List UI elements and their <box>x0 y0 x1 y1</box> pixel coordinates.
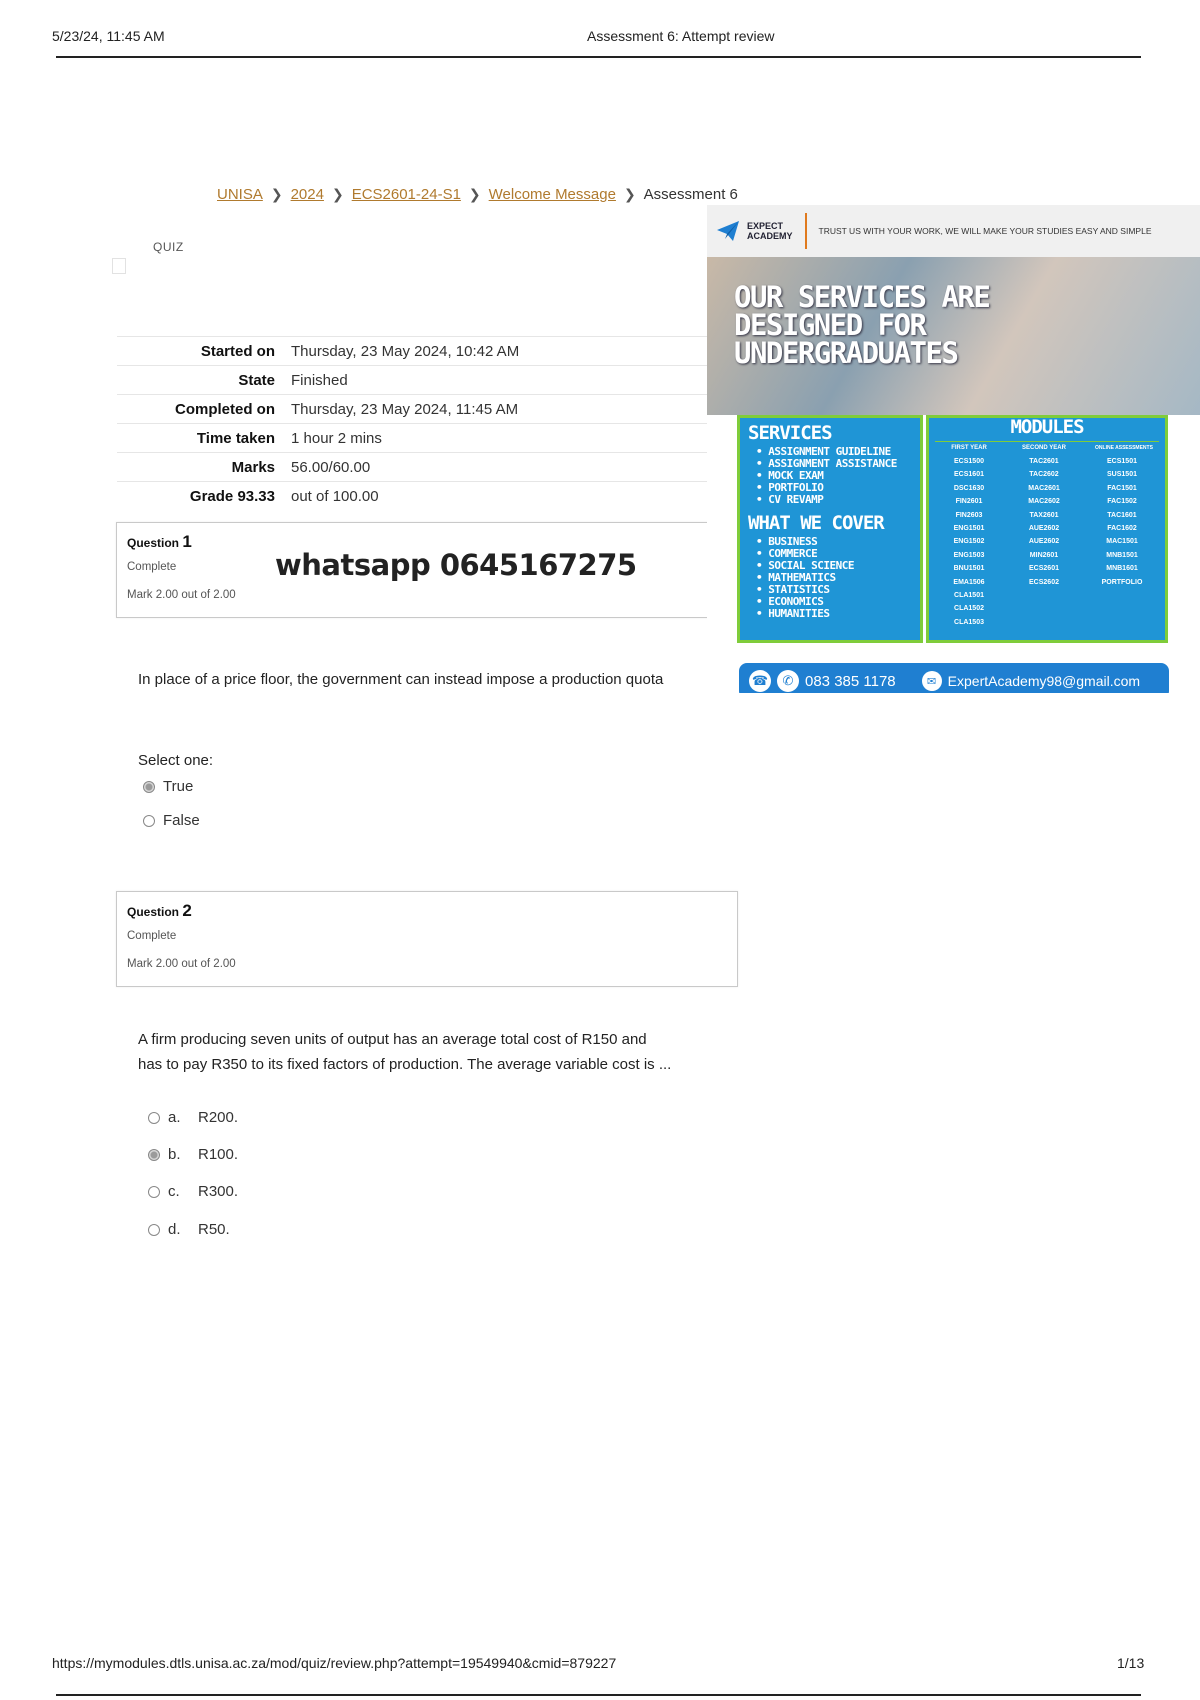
ad-email: ExpertAcademy98@gmail.com <box>947 673 1141 689</box>
ad-module-code: MNB1501 <box>1106 551 1138 559</box>
ad-phone: 083 385 1178 <box>805 672 896 690</box>
footer-divider <box>56 1694 1141 1696</box>
summary-key: Completed on <box>117 395 283 424</box>
ad-module-code: ENG1503 <box>953 551 985 559</box>
summary-row-completed <box>117 395 707 424</box>
ad-module-code: ENG1501 <box>953 525 985 533</box>
question-mark: Mark 2.00 out of 2.00 <box>127 589 236 601</box>
ad-headline-line: OUR SERVICES ARE <box>734 280 990 314</box>
chevron-right-icon: ❯ <box>331 186 344 202</box>
grade-value: 93.33 <box>237 487 275 505</box>
summary-value: 1 hour 2 mins <box>283 424 707 453</box>
ad-headline <box>734 280 990 370</box>
summary-row-started <box>117 337 707 366</box>
answer-option-c[interactable] <box>148 1183 238 1200</box>
radio-icon[interactable] <box>143 815 155 827</box>
ad-cover-item: • STATISTICS <box>756 584 912 596</box>
ad-module-code: FAC1502 <box>1107 498 1137 506</box>
answer-option-b[interactable] <box>148 1146 238 1163</box>
ad-module-code: BNU1501 <box>953 565 985 573</box>
option-label: R200. <box>198 1109 239 1126</box>
ad-module-code: FIN2603 <box>955 511 983 519</box>
print-page-title: Assessment 6: Attempt review <box>587 28 775 44</box>
answer-option-false[interactable] <box>143 812 200 829</box>
ad-contact-bar <box>739 663 1169 693</box>
expect-academy-ad <box>707 205 1200 693</box>
summary-row-state <box>117 366 707 395</box>
ad-module-code: PORTFOLIO <box>1101 578 1143 586</box>
question-2-info <box>116 891 738 987</box>
ad-info-area <box>707 415 1200 693</box>
whatsapp-icon: ✆ <box>777 670 799 692</box>
question-label: Question <box>127 905 180 919</box>
ad-modules-col-3 <box>1087 455 1157 589</box>
phone-icon: ☎ <box>749 670 771 692</box>
summary-value: Thursday, 23 May 2024, 11:45 AM <box>283 395 707 424</box>
ad-module-code: CLA1503 <box>954 618 984 626</box>
summary-key <box>117 482 283 511</box>
ad-service-item: • MOCK EXAM <box>756 470 912 482</box>
summary-row-time <box>117 424 707 453</box>
option-label: R100. <box>198 1146 239 1163</box>
summary-value: Thursday, 23 May 2024, 10:42 AM <box>283 337 707 366</box>
question-number <box>127 532 192 552</box>
ad-service-item: • CV REVAMP <box>756 494 912 506</box>
ad-photo-banner <box>707 257 1200 415</box>
breadcrumb-link-welcome[interactable]: Welcome Message <box>488 186 616 203</box>
question-number-value: 2 <box>182 901 192 920</box>
option-label: R300. <box>198 1183 239 1200</box>
ad-module-code: CLA1501 <box>954 592 984 600</box>
ad-service-item: • ASSIGNMENT ASSISTANCE <box>756 458 912 470</box>
option-letter: d. <box>168 1221 181 1238</box>
ad-module-code: ECS1501 <box>1107 458 1137 465</box>
chevron-right-icon: ❯ <box>468 186 481 202</box>
ad-services-title: SERVICES <box>748 422 832 444</box>
print-datetime: 5/23/24, 11:45 AM <box>52 28 165 44</box>
ad-module-code: SUS1501 <box>1107 471 1137 479</box>
ad-module-code: FAC1602 <box>1107 525 1137 533</box>
ad-module-code: ECS1601 <box>954 471 984 479</box>
ad-modules-panel <box>926 415 1168 643</box>
ad-module-code: ECS1500 <box>954 458 984 465</box>
ad-cover-item: • MATHEMATICS <box>756 572 912 584</box>
ad-modules-title: MODULES <box>1010 416 1084 438</box>
summary-key: Marks <box>117 453 283 482</box>
ad-cover-item: • BUSINESS <box>756 536 912 548</box>
summary-key: Started on <box>117 337 283 366</box>
ad-col-header: SECOND YEAR <box>1022 445 1066 451</box>
ad-module-code: ENG1502 <box>953 538 985 546</box>
option-label: R50. <box>198 1221 230 1238</box>
ad-tagline: TRUST US WITH YOUR WORK, WE WILL MAKE YOUR STUDIES EASY AND SIMPLE <box>818 226 1152 236</box>
whatsapp-watermark: whatsapp 0645167275 <box>275 548 637 582</box>
question-number-value: 1 <box>182 532 192 551</box>
radio-selected-icon[interactable] <box>143 781 155 793</box>
answer-option-a[interactable] <box>148 1109 238 1126</box>
email-icon: ✉ <box>922 671 942 691</box>
ad-module-code: MIN2601 <box>1029 551 1059 559</box>
ad-module-code: ECS2601 <box>1029 565 1059 573</box>
ad-module-code: AUE2602 <box>1028 525 1060 533</box>
breadcrumb-current: Assessment 6 <box>643 186 738 203</box>
ad-module-code: FAC1501 <box>1107 484 1137 492</box>
ad-module-code: DSC1630 <box>953 484 985 492</box>
summary-row-marks <box>117 453 707 482</box>
ad-module-code: TAX2601 <box>1029 511 1059 519</box>
radio-icon[interactable] <box>148 1186 160 1198</box>
ad-cover-item: • COMMERCE <box>756 548 912 560</box>
ad-brand <box>747 221 793 241</box>
ad-cover-item: • ECONOMICS <box>756 596 912 608</box>
ad-module-code: MAC1501 <box>1106 538 1138 546</box>
ad-cover-item: • SOCIAL SCIENCE <box>756 560 912 572</box>
radio-selected-icon[interactable] <box>148 1149 160 1161</box>
paper-plane-icon <box>717 221 739 241</box>
option-letter: a. <box>168 1109 181 1126</box>
option-letter: b. <box>168 1146 181 1163</box>
ad-modules-col-2 <box>1009 455 1079 589</box>
question-1-text: In place of a price floor, the government can instead impose a production quota <box>138 671 664 688</box>
radio-icon[interactable] <box>148 1112 160 1124</box>
ad-divider <box>805 213 807 249</box>
summary-value: out of 100.00 <box>283 482 707 511</box>
chevron-right-icon: ❯ <box>270 186 283 202</box>
ad-module-code: CLA1502 <box>954 605 984 613</box>
ad-headline-line: UNDERGRADUATES <box>734 336 958 370</box>
header-divider <box>56 56 1141 58</box>
ad-services-list <box>748 446 912 506</box>
summary-key: State <box>117 366 283 395</box>
question-status: Complete <box>127 561 177 573</box>
ad-top-bar <box>707 205 1200 257</box>
answer-option-d[interactable] <box>148 1221 230 1238</box>
radio-icon[interactable] <box>148 1224 160 1236</box>
summary-key: Time taken <box>117 424 283 453</box>
ad-module-code: FIN2601 <box>955 498 983 506</box>
ad-cover-item: • HUMANITIES <box>756 608 912 620</box>
ad-cover-title: WHAT WE COVER <box>748 512 884 534</box>
summary-value: Finished <box>283 366 707 395</box>
breadcrumb-link-course[interactable]: ECS2601-24-S1 <box>351 186 461 203</box>
ad-module-code: AUE2602 <box>1028 538 1060 546</box>
summary-row-grade <box>117 482 707 511</box>
ad-module-code: MAC2602 <box>1028 498 1060 506</box>
quiz-icon <box>112 258 126 274</box>
activity-type-label: QUIZ <box>153 240 184 254</box>
summary-value: 56.00/60.00 <box>283 453 707 482</box>
select-one-label: Select one: <box>138 752 214 769</box>
print-url: https://mymodules.dtls.unisa.ac.za/mod/quiz/review.php?attempt=19549940&cmid=879227 <box>52 1655 617 1671</box>
print-page-number: 1/13 <box>1117 1655 1145 1671</box>
ad-brand-line: ACADEMY <box>747 231 793 241</box>
grade-label: Grade <box>189 487 234 505</box>
ad-module-code: TAC2601 <box>1029 458 1059 465</box>
ad-service-item: • ASSIGNMENT GUIDELINE <box>756 446 912 458</box>
ad-cover-list <box>748 536 912 620</box>
question-mark: Mark 2.00 out of 2.00 <box>127 958 236 970</box>
ad-module-code: TAC2602 <box>1029 471 1059 479</box>
option-label: False <box>163 812 200 829</box>
ad-service-item: • PORTFOLIO <box>756 482 912 494</box>
question-number <box>127 901 192 921</box>
question-label: Question <box>127 536 180 550</box>
ad-module-code: ECS2602 <box>1029 578 1059 586</box>
ad-services-panel <box>737 415 923 643</box>
attempt-summary-table <box>117 336 707 510</box>
ad-col-header: ONLINE ASSESSMENTS <box>1095 445 1153 451</box>
question-2-text-line-1: A firm producing seven units of output has an average total cost of R150 and <box>138 1031 647 1048</box>
ad-module-code: MAC2601 <box>1028 484 1060 492</box>
answer-option-true[interactable] <box>143 778 193 795</box>
ad-col-header: FIRST YEAR <box>951 445 987 451</box>
breadcrumb-link-year[interactable]: 2024 <box>290 186 324 203</box>
question-2-text-line-2: has to pay R350 to its fixed factors of production. The average variable cost is ... <box>138 1056 672 1073</box>
option-label: True <box>163 778 194 795</box>
chevron-right-icon: ❯ <box>623 186 636 202</box>
ad-module-code: TAC1601 <box>1107 511 1137 519</box>
ad-brand-line: EXPECT <box>747 221 784 231</box>
breadcrumb-link-unisa[interactable]: UNISA <box>217 186 263 203</box>
ad-module-code: MNB1601 <box>1106 565 1138 573</box>
ad-modules-col-1 <box>934 455 1004 629</box>
breadcrumb <box>217 186 738 203</box>
option-letter: c. <box>168 1183 180 1200</box>
ad-module-code: EMA1506 <box>953 578 985 586</box>
ad-headline-line: DESIGNED FOR <box>734 308 926 342</box>
question-status: Complete <box>127 930 177 942</box>
